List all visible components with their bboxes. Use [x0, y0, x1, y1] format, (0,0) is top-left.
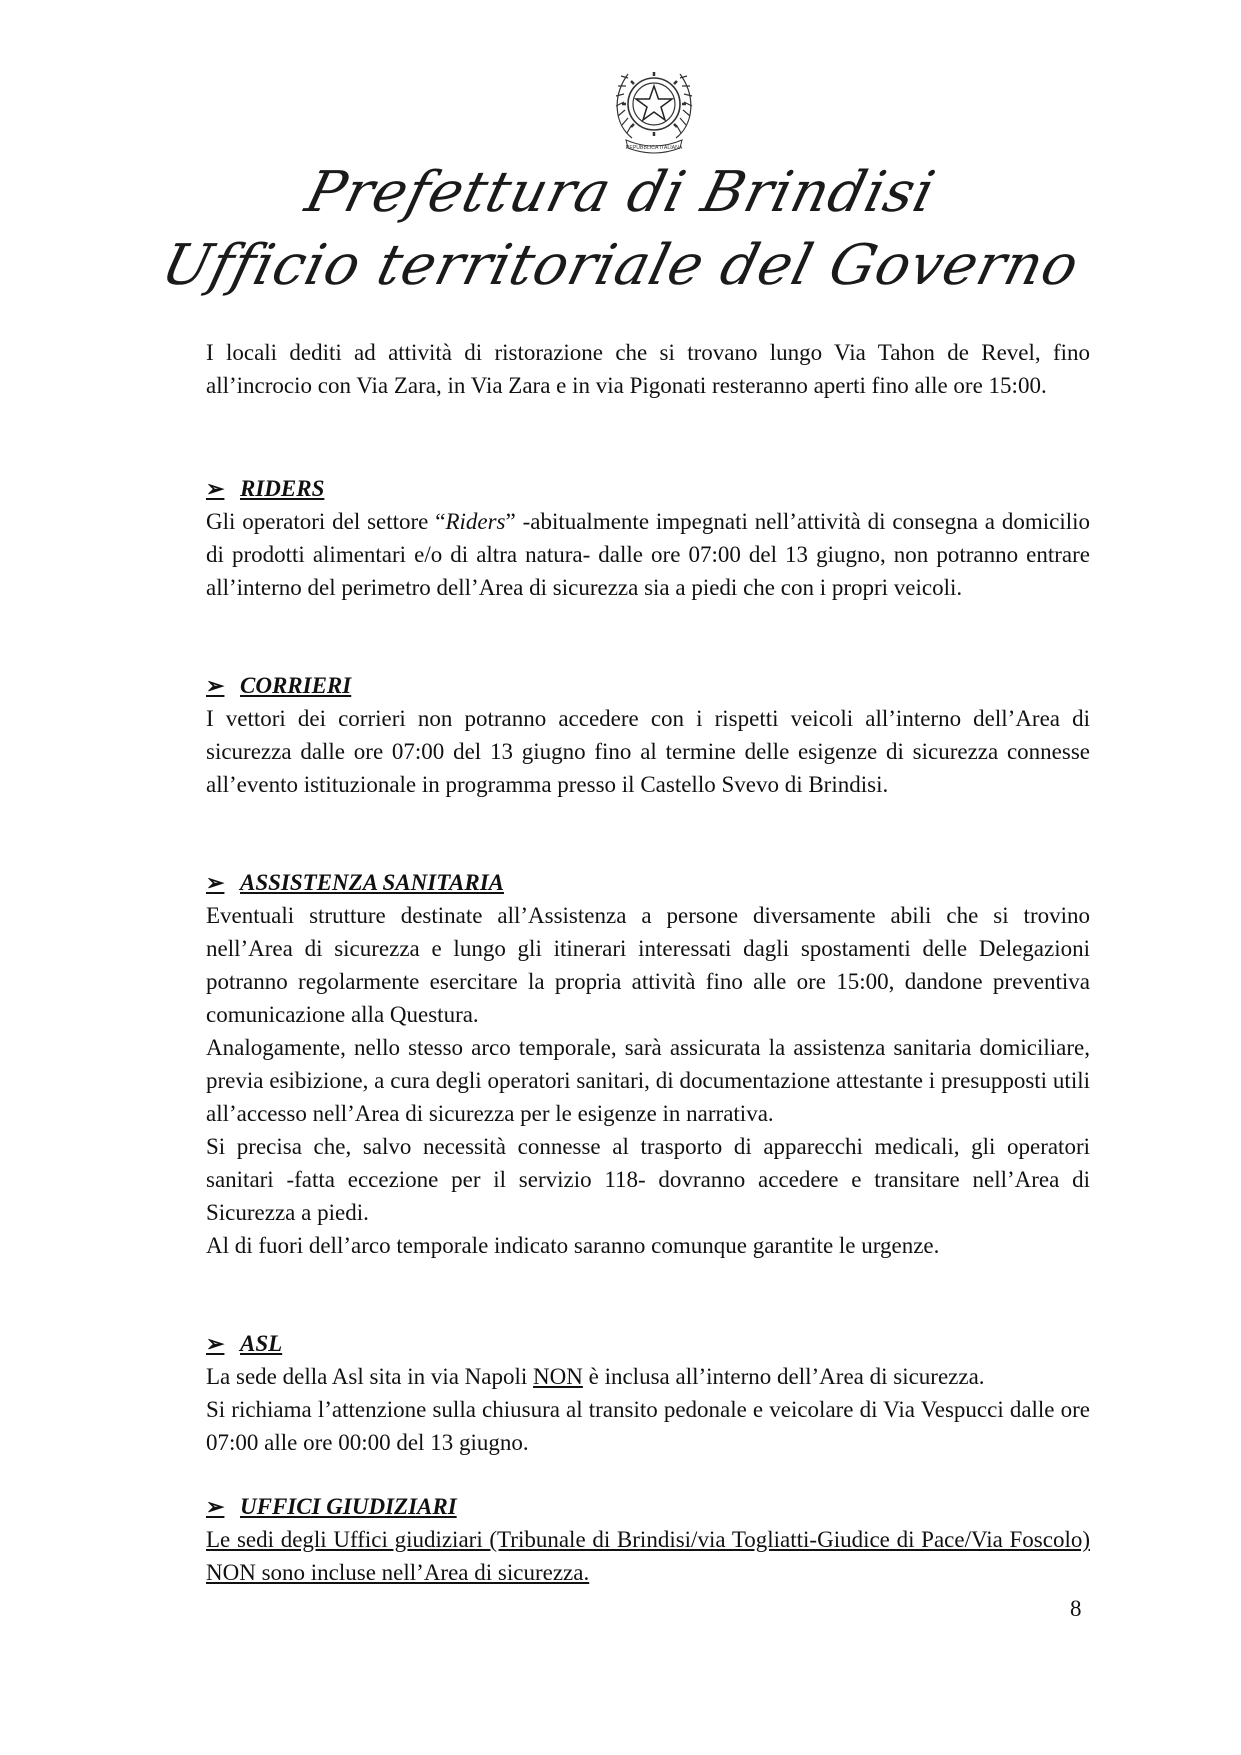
section-title: UFFICI GIUDIZIARI [240, 1494, 457, 1519]
office-name-line1: Prefettura di Brindisi [299, 160, 942, 225]
section-asl [206, 1327, 1090, 1459]
section-title: ASSISTENZA SANITARIA [240, 870, 504, 895]
assistenza-paragraph-2: Analogamente, nello stesso arco temporale, sarà assicurata la assistenza sanitaria domiciliare, previa esibizione, a cura degli operatori sanitari, di documentazione attestante i presupposti utili all’accesso nell’Area di sicurezza per le esigenze in narrativa. [206, 1035, 1090, 1126]
section-uffici-giudiziari [206, 1490, 1090, 1589]
asl-paragraph-1: La sede della Asl sita in via Napoli NON è inclusa all’interno dell’Area di sicurezza. [206, 1364, 985, 1389]
section-heading-uffici [206, 1490, 1090, 1523]
arrowhead-bullet-icon: ➢ [206, 1494, 225, 1519]
asl-paragraph-2: Si richiama l’attenzione sulla chiusura al transito pedonale e veicolare di Via Vespucci dalle ore 07:00 alle ore 00:00 del 13 giugno. [206, 1397, 1090, 1455]
uffici-paragraph: Le sedi degli Uffici giudiziari (Tribunale di Brindisi/via Togliatti-Giudice di Pace/Via Foscolo) NON sono incluse nell’Area di sicurezza. [206, 1527, 1090, 1585]
arrowhead-bullet-icon: ➢ [206, 1331, 225, 1356]
section-riders [206, 472, 1090, 604]
arrowhead-bullet-icon: ➢ [206, 870, 225, 895]
section-heading-riders [206, 472, 1090, 505]
section-title: CORRIERI [240, 673, 352, 698]
section-heading-assistenza [206, 866, 1090, 899]
intro-block [206, 336, 1090, 402]
section-heading-asl [206, 1327, 1090, 1360]
section-heading-corrieri [206, 669, 1090, 702]
italian-republic-emblem-icon [604, 56, 704, 156]
assistenza-paragraph-4: Al di fuori dell’arco temporale indicato saranno comunque garantite le urgenze. [206, 1233, 940, 1258]
assistenza-paragraph-1: Eventuali strutture destinate all’Assistenza a persone diversamente abili che si trovino nell’Area di sicurezza e lungo gli itinerari interessati dagli spostamenti delle Delegazioni potranno regolarmente esercitare la propria attività fino alle ore 15:00, dandone preventiva comunicazione alla Questura. [206, 903, 1090, 1027]
section-corrieri [206, 669, 1090, 801]
riders-paragraph: Gli operatori del settore “Riders” -abitualmente impegnati nell’attività di consegna a domicilio di prodotti alimentari e/o di altra natura- dalle ore 07:00 del 13 giugno, non potranno entrare all’interno del perimetro dell’Area di sicurezza sia a piedi che con i propri veicoli. [206, 509, 1090, 600]
intro-paragraph: I locali dediti ad attività di ristorazione che si trovano lungo Via Tahon de Revel, fino all’incrocio con Via Zara, in Via Zara e in via Pigonati resteranno aperti fino alle ore 15:00. [206, 340, 1090, 398]
emblem-ribbon-text: REPUBBLICA ITALIANA [625, 145, 683, 151]
section-assistenza-sanitaria [206, 866, 1090, 1262]
section-title: RIDERS [240, 476, 325, 501]
assistenza-paragraph-3: Si precisa che, salvo necessità connesse al trasporto di apparecchi medicali, gli operatori sanitari -fatta eccezione per il servizio 118- dovranno accedere e transitare nell’Area di Sicurezza a piedi. [206, 1134, 1090, 1225]
arrowhead-bullet-icon: ➢ [206, 673, 225, 698]
arrowhead-bullet-icon: ➢ [206, 476, 225, 501]
page-number: 8 [1070, 1596, 1082, 1621]
office-name-line2: Ufficio territoriale del Governo [155, 233, 1086, 298]
corrieri-paragraph: I vettori dei corrieri non potranno accedere con i rispetti veicoli all’interno dell’Area di sicurezza dalle ore 07:00 del 13 giugno fino al termine delle esigenze di sicurezza connesse all’evento istituzionale in programma presso il Castello Svevo di Brindisi. [206, 706, 1090, 797]
section-title: ASL [240, 1331, 283, 1356]
